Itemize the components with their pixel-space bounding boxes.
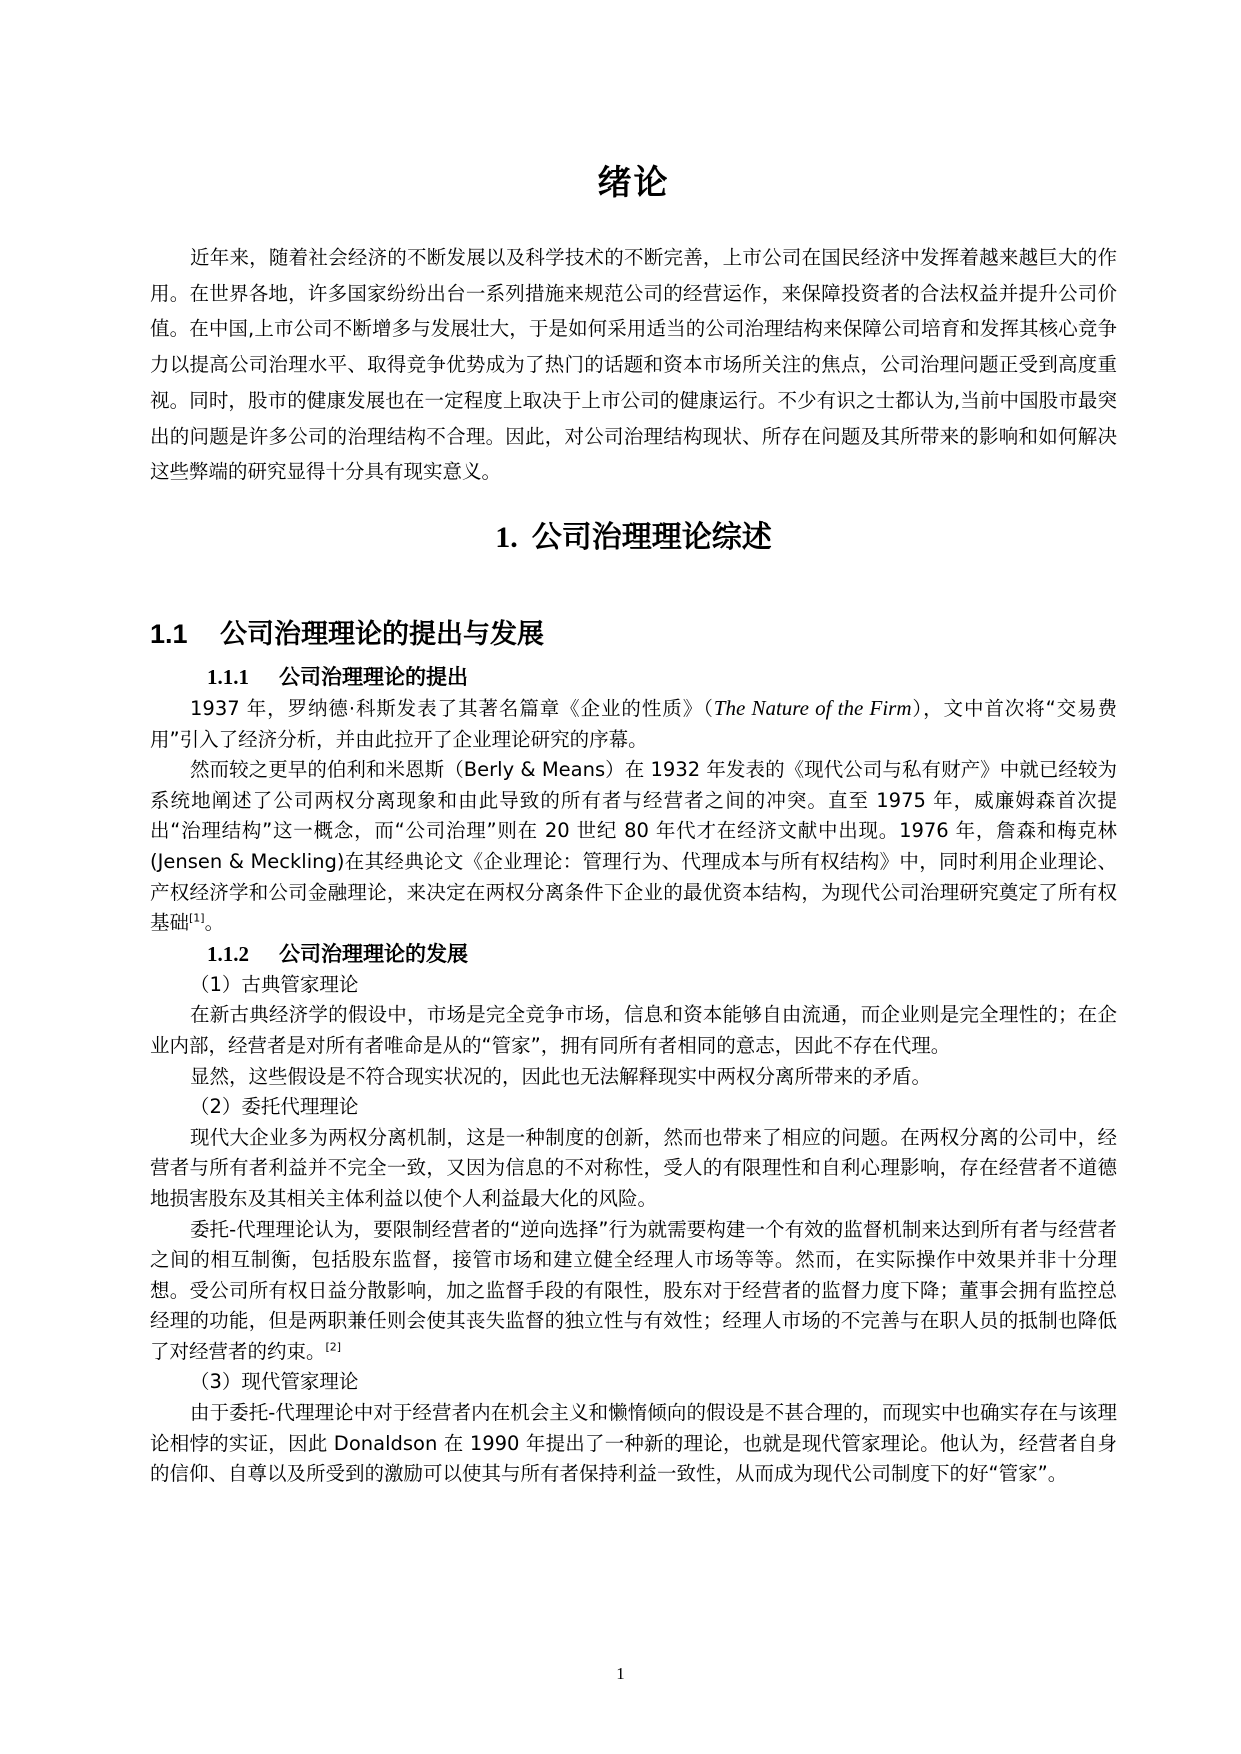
intro-title: 绪论 [597, 163, 670, 203]
paragraph [150, 755, 1117, 939]
text-run: 委托-代理理论认为，要限制经营者的“逆向选择”行为就需要构建一个有效的监督机制来达到所有者与经营者之间的相互制衡，包括股东监督，接管市场和建立健全经理人市场等等。然而，在实际操作中效果并非十分理想。受公司所有权日益分散影响，加之监督手段的有限性，股东对于经营者的监督力度下降；董事会拥有监控总经理的功能，但是两职兼任则会使其丧失监督的独立性与有效性；经理人市场的不完善与在职人员的抵制也降低了对经营者的约束。 [150, 1217, 1117, 1363]
body-text [150, 662, 1117, 1490]
chapter-number: 1. [495, 521, 518, 554]
paragraph: 现代大企业多为两权分离机制，这是一种制度的创新，然而也带来了相应的问题。在两权分离的公司中，经营者与所有者利益并不完全一致，又因为信息的不对称性，受人的有限理性和自利心理影响，存在经营者不道德地损害股东及其相关主体利益以使个人利益最大化的风险。 [150, 1125, 1117, 1210]
text-run: 。 [204, 911, 225, 935]
paragraph: 显然，这些假设是不符合现实状况的，因此也无法解释现实中两权分离所带来的矛盾。 [190, 1064, 932, 1088]
paragraph [150, 693, 1117, 755]
subsection-title: 公司治理理论的提出 [279, 665, 468, 689]
text-run: 然而较之更早的伯利和米恩斯（Berly & Means）在 1932 年发表的《现代公司与私有财产》中就已经较为系统地阐述了公司两权分离现象和由此导致的所有者与经营者之间的冲突。直至 1975 年，威廉姆森首次提出“治理结构”这一概念，而“公司治理”则在 20 世纪 80 年代才在经济文献中出现。1976 年，詹森和梅克林(Jensen & Meckling)在其经典论文《企业理论：管理行为、代理成本与所有权结构》中，同时利用企业理论、产权经济学和公司金融理论，来决定在两权分离条件下企业的最优资本结构，为现代公司治理研究奠定了所有权基础 [150, 758, 1117, 935]
paragraph: 在新古典经济学的假设中，市场是完全竞争市场，信息和资本能够自由流通，而企业则是完全理性的；在企业内部，经营者是对所有者唯命是从的“管家”，拥有同所有者相同的意志，因此不存在代理。 [150, 1003, 1117, 1057]
subsection-number: 1.1.1 [207, 665, 249, 689]
chapter-heading [150, 512, 1117, 556]
subsection-number: 1.1.2 [207, 941, 249, 966]
intro-paragraph: 近年来，随着社会经济的不断发展以及科学技术的不断完善，上市公司在国民经济中发挥着越来越巨大的作用。在世界各地，许多国家纷纷出台一系列措施来规范公司的经营运作，来保障投资者的合法权益并提升公司价值。在中国,上市公司不断增多与发展壮大，于是如何采用适当的公司治理结构来保障公司培育和发挥其核心竞争力以提高公司治理水平、取得竞争优势成为了热门的话题和资本市场所关注的焦点，公司治理问题正受到高度重视。同时，股市的健康发展也在一定程度上取决于上市公司的健康运行。不少有识之士都认为,当前中国股市最突出的问题是许多公司的治理结构不合理。因此，对公司治理结构现状、所存在问题及其所带来的影响和如何解决这些弊端的研究显得十分具有现实意义。 [150, 246, 1117, 484]
text-run: ），文中首次将“交易费用”引入了经济分析，并由此拉开了企业理论研究的序幕。 [150, 697, 1117, 751]
italic-title: The Nature of the Firm [713, 696, 912, 720]
subsection-title: 公司治理理论的发展 [279, 941, 468, 966]
item-label: （1）古典管家理论 [190, 972, 359, 996]
paragraph: 由于委托-代理理论中对于经营者内在机会主义和懒惰倾向的假设是不甚合理的，而现实中也确实存在与该理论相悖的实证，因此 Donaldson 在 1990 年提出了一种新的理论，也就是现代管家理论。他认为，经营者自身的信仰、自尊以及所受到的激励可以使其与所有者保持利益一致性，从而成为现代公司制度下的好“管家”。 [150, 1401, 1117, 1486]
item-label: （2）委托代理理论 [190, 1095, 359, 1119]
chapter-title: 公司治理理论综述 [531, 520, 772, 555]
page-number: 1 [616, 1664, 625, 1683]
citation-ref: [1] [189, 911, 205, 925]
item-label: （3）现代管家理论 [190, 1370, 359, 1394]
section-title: 公司治理理论的提出与发展 [220, 619, 544, 650]
section-number: 1.1 [150, 619, 188, 649]
section-heading [150, 612, 544, 651]
text-run: 1937 年，罗纳德·科斯发表了其著名篇章《企业的性质》（ [190, 697, 714, 720]
citation-ref: [2] [325, 1340, 342, 1354]
paragraph [150, 1215, 1117, 1368]
subsection-heading-1 [150, 662, 1117, 693]
subsection-heading-2 [150, 939, 1117, 970]
